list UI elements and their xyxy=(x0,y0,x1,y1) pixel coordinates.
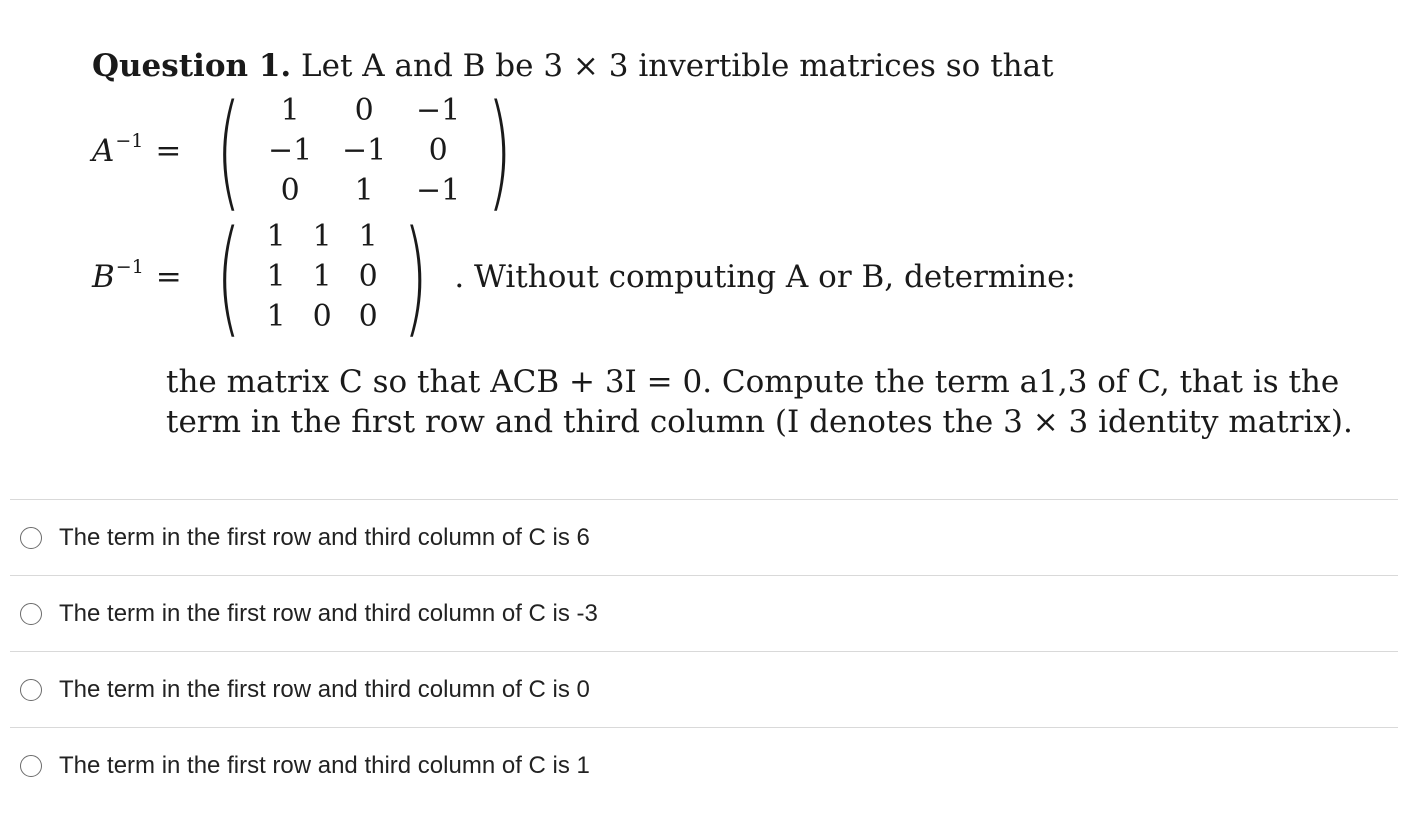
matrix-cell: 0 xyxy=(354,93,374,128)
question-title: Question 1. xyxy=(92,48,292,84)
matrix-cell: 1 xyxy=(266,259,286,294)
matrix-cell: 1 xyxy=(358,219,378,254)
radio-button[interactable] xyxy=(20,527,42,549)
matrix-a-label: A $^{-1}$ = xyxy=(92,130,182,169)
matrix-cell: 1 xyxy=(312,259,332,294)
matrix-cell: −1 xyxy=(342,133,387,168)
answer-option[interactable] xyxy=(10,727,1398,803)
radio-button[interactable] xyxy=(20,679,42,701)
matrix-cell: −1 xyxy=(416,93,461,128)
matrix-cell: 1 xyxy=(280,93,300,128)
matrix-b-row xyxy=(92,203,1076,350)
matrix-b xyxy=(204,203,440,350)
question-instruction: . Without computing A or B, determine: xyxy=(454,259,1076,295)
answer-option-label[interactable]: The term in the first row and third column of C is -3 xyxy=(59,599,598,627)
matrix-cell: −1 xyxy=(416,173,461,208)
question-task-line2: term in the first row and third column (I denotes the 3 × 3 identity matrix). xyxy=(166,404,1353,440)
matrix-cell: 1 xyxy=(266,219,286,254)
radio-button[interactable] xyxy=(20,603,42,625)
answer-options xyxy=(10,499,1398,803)
answer-option[interactable] xyxy=(10,499,1398,575)
matrix-cell: 1 xyxy=(266,299,286,334)
matrix-cell: 0 xyxy=(428,133,448,168)
answer-option-label[interactable]: The term in the first row and third column of C is 0 xyxy=(59,675,590,703)
matrix-cell: 0 xyxy=(280,173,300,208)
question-task xyxy=(166,362,1366,442)
matrix-a-row xyxy=(92,77,524,224)
matrix-cell: 0 xyxy=(358,299,378,334)
question-task-line1: the matrix C so that ACB + 3I = 0. Compute the term a1,3 of C, that is the xyxy=(166,364,1340,400)
matrix-a xyxy=(204,77,524,224)
matrix-cell: 0 xyxy=(312,299,332,334)
left-paren: ( xyxy=(216,77,241,224)
matrix-b-label: B $^{-1}$ = xyxy=(92,256,182,295)
answer-option[interactable] xyxy=(10,575,1398,651)
matrix-cell: 0 xyxy=(358,259,378,294)
left-paren: ( xyxy=(216,203,241,350)
answer-option-label[interactable]: The term in the first row and third column of C is 1 xyxy=(59,751,590,779)
radio-button[interactable] xyxy=(20,755,42,777)
answer-option[interactable] xyxy=(10,651,1398,727)
right-paren: ) xyxy=(487,77,513,224)
right-paren: ) xyxy=(403,203,429,350)
matrix-cell: 1 xyxy=(354,173,374,208)
question-intro-text: Let A and B be 3 × 3 invertible matrices so that xyxy=(301,48,1054,84)
matrix-cell: −1 xyxy=(268,133,313,168)
matrix-cell: 1 xyxy=(312,219,332,254)
answer-option-label[interactable]: The term in the first row and third column of C is 6 xyxy=(59,523,590,551)
